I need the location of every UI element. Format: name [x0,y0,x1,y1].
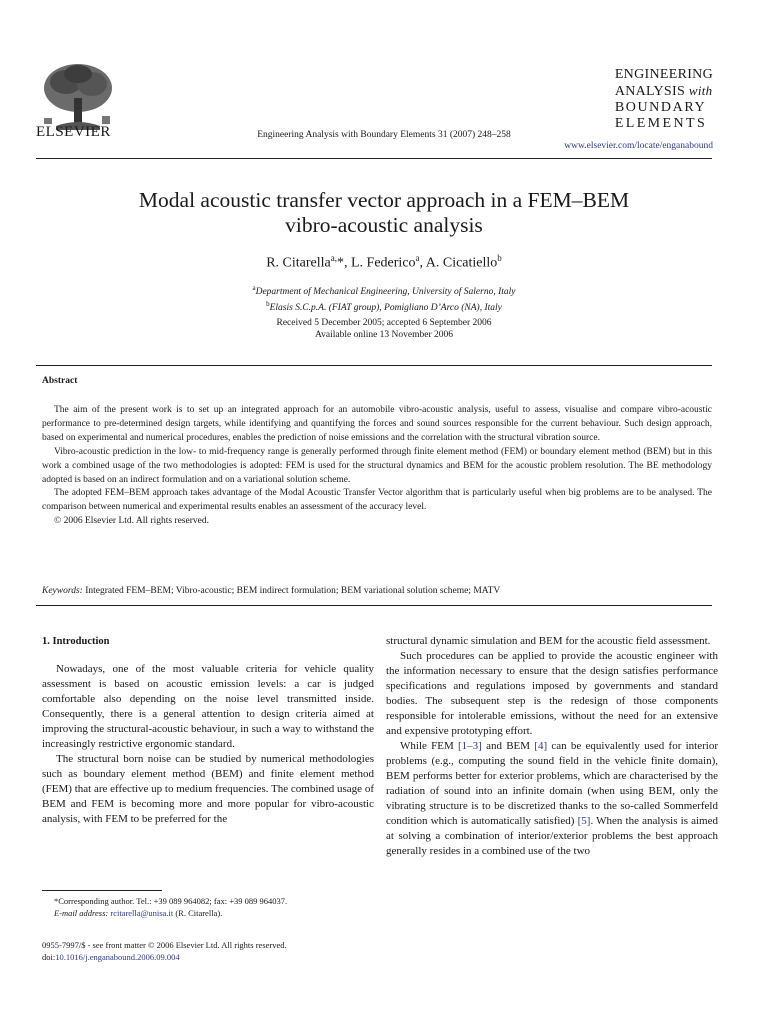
journal-line-2-with: with [688,83,713,98]
abstract-divider [36,365,712,366]
email-link[interactable]: rcitarella@unisa.it [108,907,174,918]
reference-link-5[interactable]: [5] [577,815,591,827]
keywords-divider [36,605,712,606]
doi-label: doi: [42,951,56,962]
journal-citation: Engineering Analysis with Boundary Elements 31 (2007) 248–258 [257,130,511,140]
footnote [42,896,374,919]
abstract-paragraph-1: The aim of the present work is to set up an integrated approach for an automobile vibro-acoustic analysis, useful to assess, visualise and compare vibro-acoustic performance to pre-determined design targets, while identifying and quantifying the forces and sound sources responsible for the current behaviour. Such design approach, based on experimental and numerical procedures, enables the prediction of noise emissions and the correlation with the structural vibration source. [42,405,712,443]
journal-url-link[interactable]: www.elsevier.com/locate/enganabound [564,141,713,151]
affiliation-a [0,282,768,298]
author-1-affil: a, [330,253,337,263]
issn-line: 0955-7997/$ - see front matter © 2006 Elsevier Ltd. All rights reserved. [42,940,287,950]
affiliations [0,282,768,314]
author-2: , L. Federico [344,255,416,271]
corresponding-author-note: *Corresponding author. Tel.: +39 089 964082; fax: +39 089 964037. [54,896,288,906]
affiliation-b [0,298,768,314]
received-date: Received 5 December 2005; accepted 6 September 2006 [276,318,492,328]
doi-line [42,952,382,964]
author-3: , A. Cicatiello [419,255,498,271]
affiliation-a-text: Department of Mechanical Engineering, University of Salerno, Italy [255,287,516,298]
doi-link[interactable]: 10.1016/j.enganabound.2006.09.004 [55,951,180,962]
article-dates [0,317,768,341]
front-matter [42,940,382,963]
abstract-paragraph-2: Vibro-acoustic prediction in the low- to mid-frequency range is generally performed through finite element method (FEM) or boundary element method (BEM) but in this work a combined usage of the two methodologies is adopted: FEM is used for the structural dynamics and BEM for the acoustic problem resolution. The BE methodology adopted is based on an indirect formulation and on a variational solution scheme. [42,446,712,485]
right-column [386,634,718,859]
header-divider [36,158,712,159]
para4-text-d: . When the analysis is aimed at solving a combination of interior/exterior problems the best approach generally resides in a combined use of the two [386,815,718,857]
journal-line-2-text: ANALYSIS [614,84,689,99]
intro-paragraph-4 [386,739,718,859]
publisher-name: ELSEVIER [36,124,111,140]
affiliation-a-mark: a [252,284,256,292]
author-3-affil: b [497,253,502,263]
author-1: R. Citarella [266,255,331,271]
journal-line-2 [615,83,713,100]
keywords [42,586,712,596]
email-line [42,908,374,920]
para4-text-c: can be equivalently used for interior problems (e.g., computing the sound field in the vehicle finite domain), BEM performs better for exterior problems, which are characterised by the radiation of sound into an infinite domain (when using BEM, only the vibrating structure is to be discretized thanks to the so-called Sommerfeld condition which is automatically satisfied) [386,740,718,827]
left-column [42,634,374,827]
email-label: E-mail address: [54,907,109,918]
author-2-affil: a [415,253,420,263]
para4-text-a: While FEM [400,740,458,752]
article-title [80,188,688,238]
reference-link-1-3[interactable]: [1–3] [458,740,482,752]
affiliation-b-text: Elasis S.C.p.A. (FIAT group), Pomigliano D’Arco (NA), Italy [269,303,502,314]
keywords-list: Integrated FEM–BEM; Vibro-acoustic; BEM indirect formulation; BEM variational solution scheme; MATV [82,586,501,596]
intro-paragraph-1: Nowadays, one of the most valuable criteria for vehicle quality assessment is based on acoustic emission levels: a car is judged comfortable also depending on the noise level transmitted inside. Consequently, there is a general attention to design criteria aimed at improving the structural-acoustic behaviour, in such a way to withstand the increasingly restrictive ergonomic standard. [42,663,374,750]
journal-line-3: BOUNDARY [614,100,707,115]
corresponding-author-mark[interactable]: * [337,255,344,271]
author-list [0,253,768,272]
intro-paragraph-3: Such procedures can be applied to provide the acoustic engineer with the information necessary to ensure that the design satisfies performance specifications and regulations imposed by governments and standard bodies. The subsequent step is the redesign of those components responsible for intolerable emissions, without the need for an extensive and expensive prototyping effort. [386,650,718,737]
intro-paragraph-continued: structural dynamic simulation and BEM for the acoustic field assessment. [386,635,711,647]
abstract-paragraph-3: The adopted FEM–BEM approach takes advantage of the Modal Acoustic Transfer Vector algorithm that is particularly useful when big problems are to be analysed. The comparison between numerical and experimental results enables an assessment of the accuracy level. [42,488,712,513]
affiliation-b-mark: b [266,300,270,309]
abstract-body [42,404,712,529]
copyright-line: © 2006 Elsevier Ltd. All rights reserved. [54,516,209,527]
section-heading-introduction: 1. Introduction [42,636,110,647]
journal-line-4: ELEMENTS [614,116,708,131]
intro-paragraph-2: The structural born noise can be studied by numerical methodologies such as boundary element method (BEM) and finite element method (FEM) that are effective up to medium frequencies. The combined usage of BEM and FEM is becoming more and more popular for vibro-acoustic analysis, with FEM to be preferred for the [42,753,374,825]
reference-link-4[interactable]: [4] [534,740,548,752]
journal-line-1: ENGINEERING [614,67,713,82]
email-name: (R. Citarella). [173,907,223,918]
keywords-label: Keywords: [42,586,83,596]
title-line-1: Modal acoustic transfer vector approach in a FEM–BEM [138,188,630,212]
online-date: Available online 13 November 2006 [314,330,454,340]
para4-text-b: and BEM [481,740,535,752]
title-line-2: vibro-acoustic analysis [285,213,483,237]
footnote-divider [42,890,162,891]
abstract-heading: Abstract [42,376,78,386]
journal-logo-text [615,67,713,132]
